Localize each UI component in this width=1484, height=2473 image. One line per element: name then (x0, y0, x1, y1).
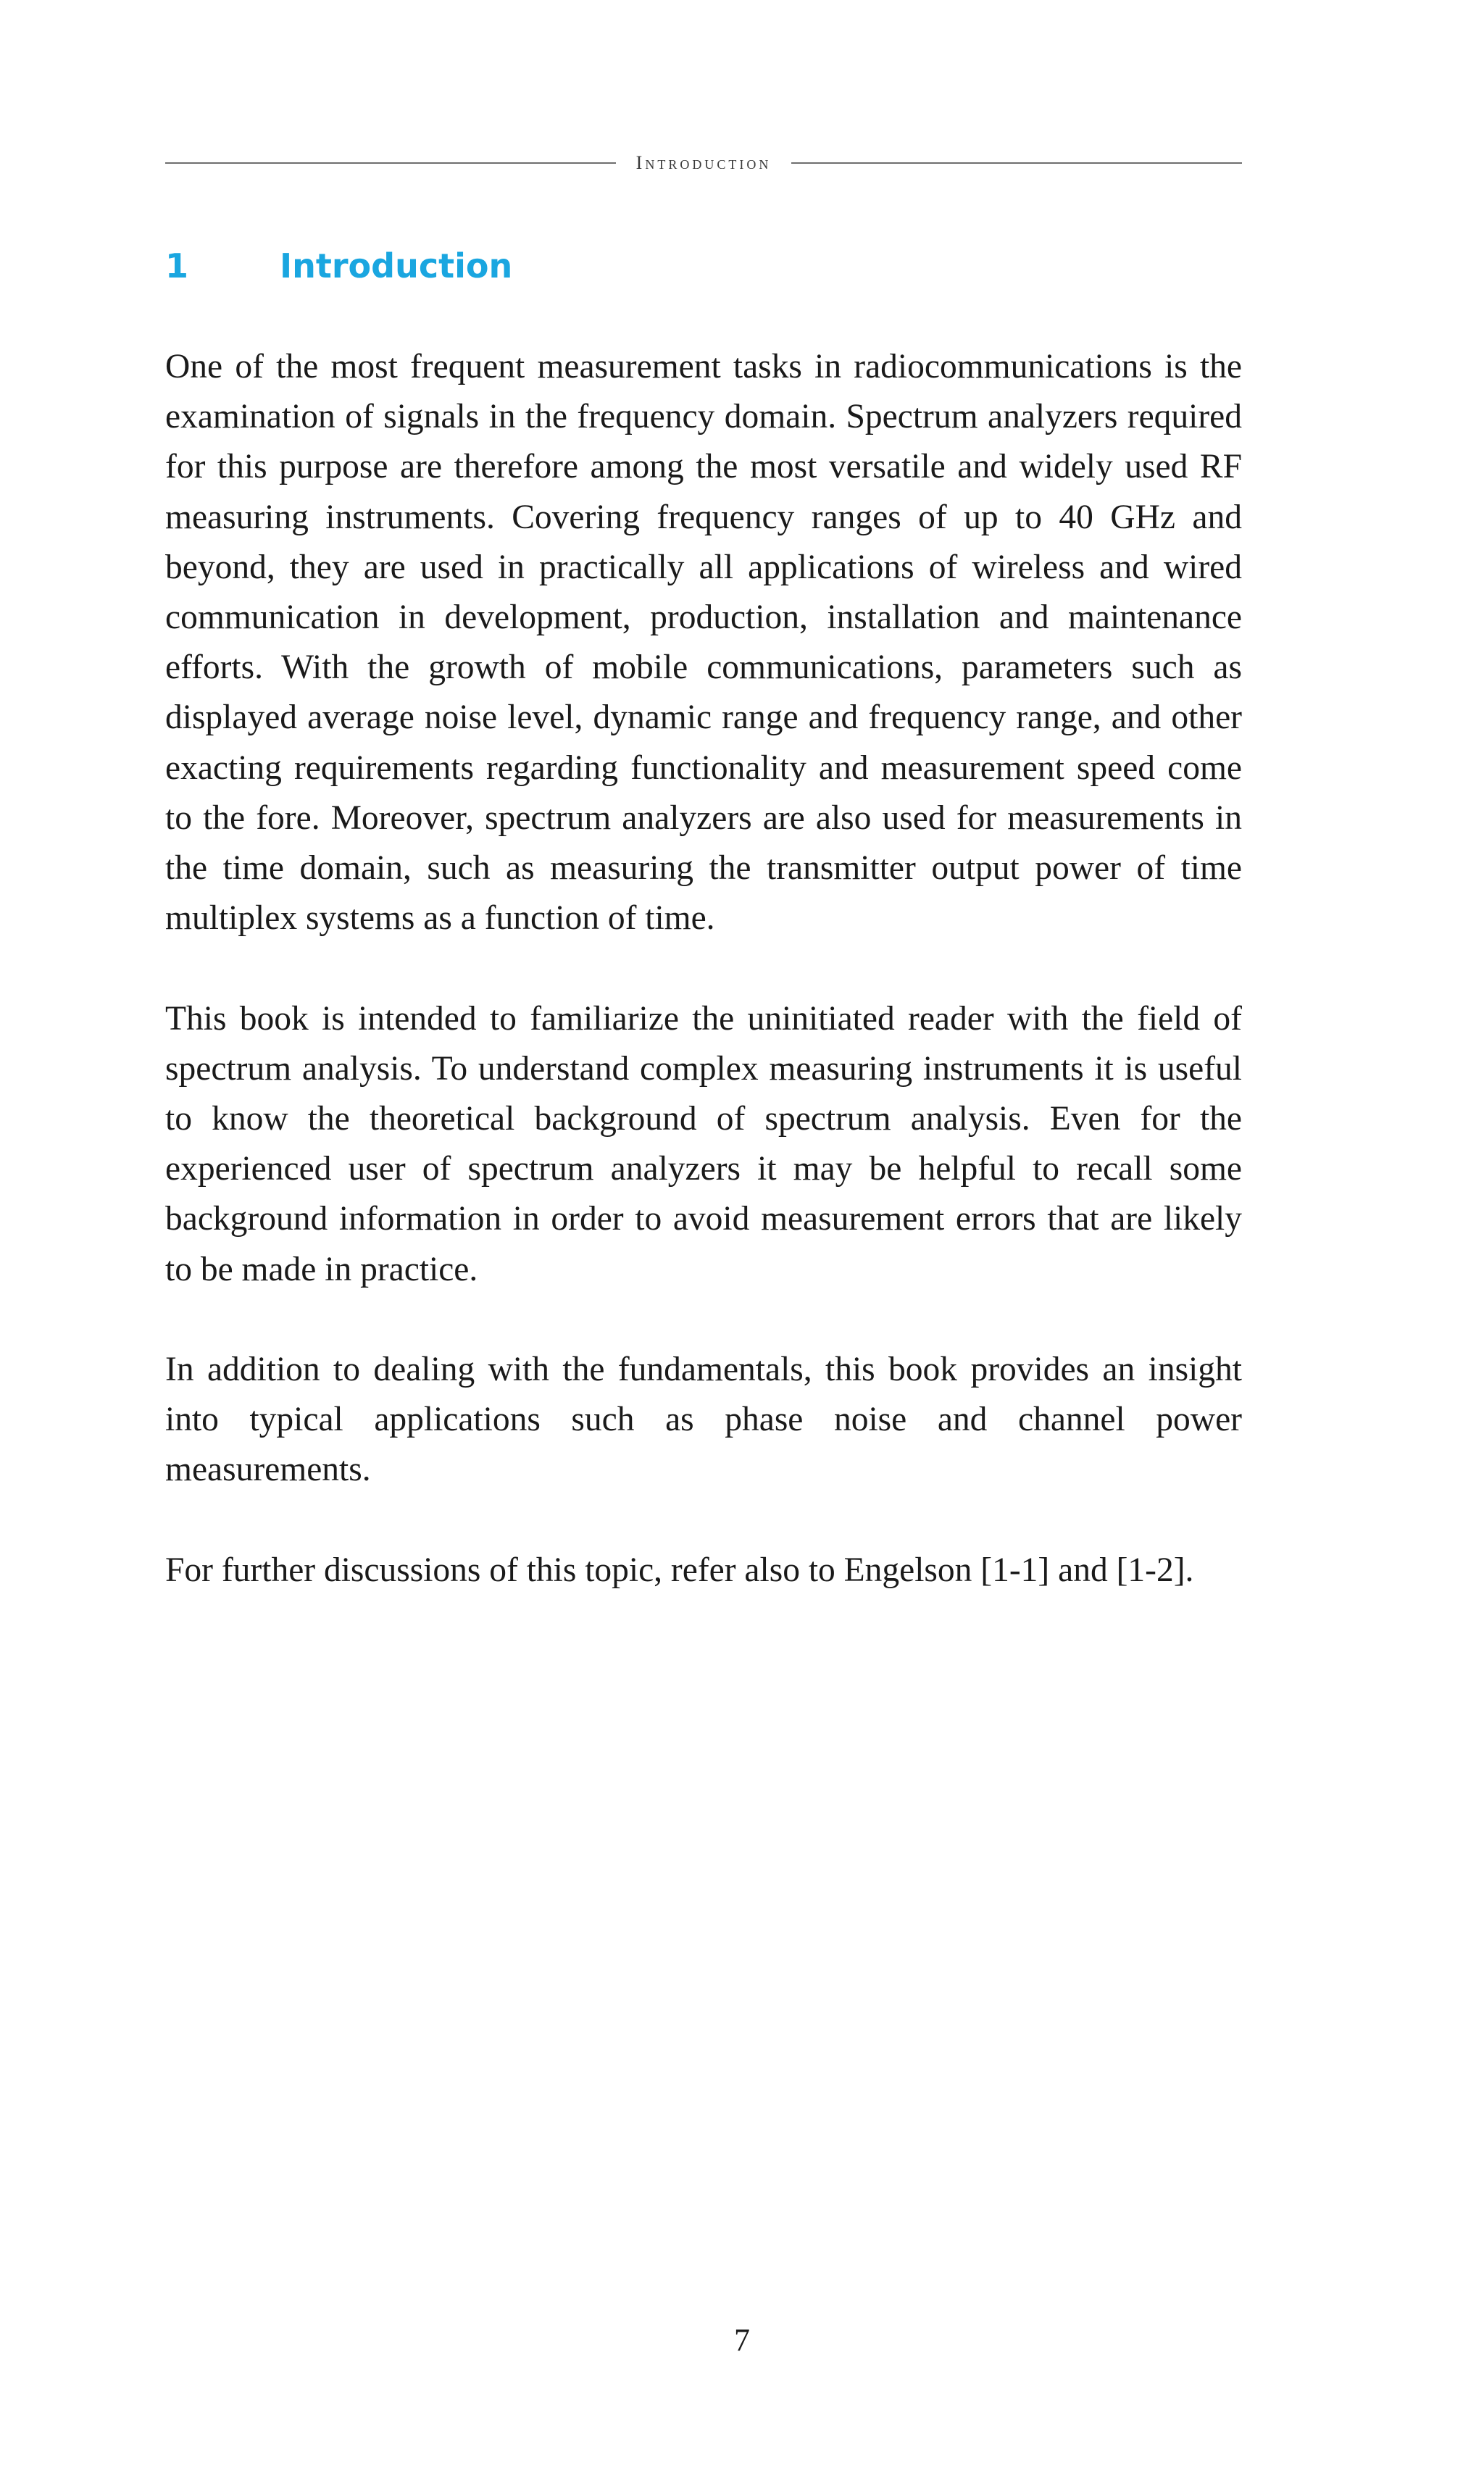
paragraph: In addition to dealing with the fundamentals, this book provides an insight into typical applications such as phase noise and channel power measurements. (165, 1351, 1242, 1489)
paragraph: For further discussions of this topic, refer also to Engelson [1-1] and [1-2]. (165, 1551, 1194, 1589)
running-header (165, 145, 1242, 181)
page-number: 7 (734, 2322, 750, 2358)
header-rule-right (791, 162, 1242, 164)
paragraph: This book is intended to familiarize the uninitiated reader with the field of spectrum analysis. To understand complex measuring instruments it is useful to know the theoretical background of spectrum analysis. Even for the experienced user of spectrum analyzers it may be helpful to recall some background information in order to avoid measurement errors that are likely to be made in practice. (165, 999, 1242, 1288)
chapter-number: 1 (165, 246, 189, 285)
running-header-title: Introduction (635, 152, 772, 173)
body-text (165, 342, 1242, 1646)
header-rule-left (165, 162, 616, 164)
paragraph: One of the most frequent measurement tasks in radiocommunications is the examination of signals in the frequency domain. Spectrum analyzers required for this purpose are therefore among the most versatile and widely used RF measuring instruments. Covering frequency ranges of up to 40 GHz and beyond, they are used in practically all applications of wireless and wired communication in development, production, installation and maintenance efforts. With the growth of mobile communications, parameters such as displayed average noise level, dynamic range and frequency range, and other exacting requirements regarding functionality and measurement speed come to the fore. Moreover, spectrum analyzers are also used for measurements in the time domain, such as measuring the transmitter output power of time multiplex systems as a function of time. (165, 348, 1242, 938)
chapter-heading (165, 241, 512, 291)
chapter-title: Introduction (280, 246, 513, 285)
